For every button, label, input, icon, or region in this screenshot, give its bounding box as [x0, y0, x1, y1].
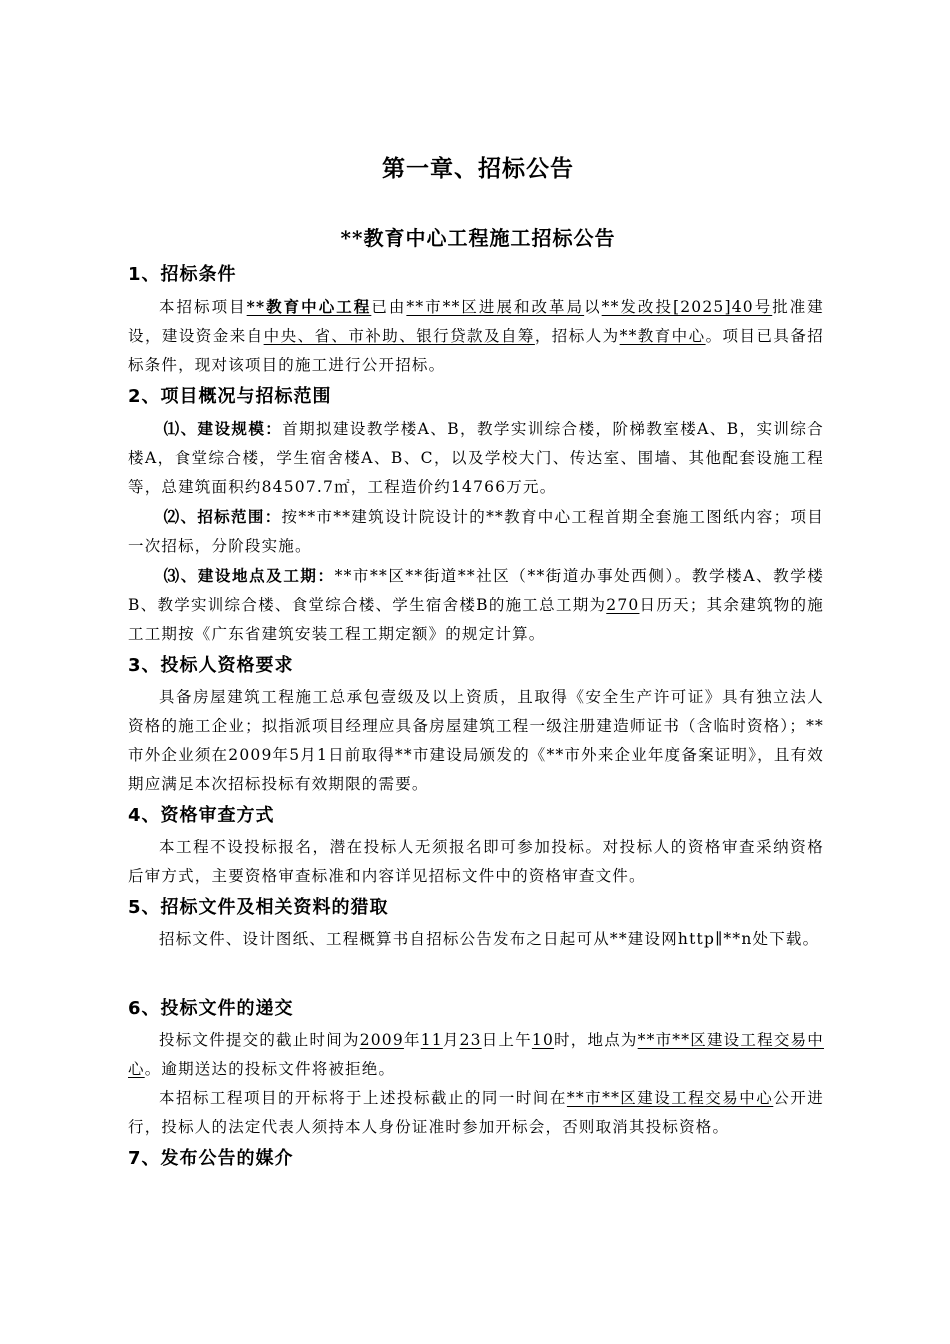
deadline-paragraph	[128, 1026, 824, 1084]
text-run: 本招标工程项目的开标将于上述投标截止的同一时间在	[159, 1089, 567, 1107]
text-run: 批准建设，建设资金来自	[128, 298, 824, 345]
section-4-heading: 4、资格审查方式	[128, 805, 275, 826]
tenderer: **教育中心	[619, 327, 706, 345]
text-run: 。项目已具备招标条件，现对该项目的施工进行公开招标。	[128, 327, 825, 374]
text-run: 日上午	[481, 1031, 532, 1049]
deadline-day: 23	[459, 1031, 482, 1049]
project-name: **教育中心工程	[246, 297, 372, 316]
section-5-heading: 5、招标文件及相关资料的猎取	[128, 897, 389, 918]
text-run: 公开进行，投标人的法定代表人须持本人身份证准时参加开标会，否则取消其投标资格。	[128, 1089, 824, 1136]
section-7-heading: 7、发布公告的媒介	[128, 1148, 294, 1169]
section-3-paragraph: 具备房屋建筑工程施工总承包壹级及以上资质，且取得《安全生产许可证》具有独立法人资格的施工企业；拟指派项目经理应具备房屋建筑工程一级注册建造师证书（含临时资格）；**市外企业须在2009年5月1日前取得**市建设局颁发的《**市外来企业年度备案证明》，且有效期应满足本次招标投标有效期限的需要。	[128, 688, 824, 793]
approval-number: **发改投[2025]40号	[601, 298, 773, 316]
section-1-heading: 1、招标条件	[128, 264, 237, 285]
text-run: 本招标项目	[159, 298, 247, 316]
approver: **市**区进展和改革局	[406, 298, 585, 316]
text-run: 以	[584, 298, 602, 316]
text-run: 月	[442, 1031, 460, 1049]
text-run: 年	[403, 1031, 421, 1049]
submission-place: **市**区建设工程交易中心	[128, 1031, 824, 1078]
section-5-paragraph: 招标文件、设计图纸、工程概算书自招标公告发布之日起可从**建设网http∥**n处下载。	[159, 930, 820, 948]
site-duration-paragraph	[128, 561, 824, 649]
chapter-title: 第一章、招标公告	[382, 155, 574, 182]
duration-days: 270	[606, 596, 640, 614]
fund-source: 中央、省、市补助、银行贷款及自筹	[263, 327, 535, 345]
text-run: 已由	[371, 298, 407, 316]
construction-scale-text: 首期拟建设教学楼A、B，教学实训综合楼，阶梯教室楼A、B，实训综合楼A，食堂综合楼，学生宿舍楼A、B、C，以及学校大门、传达室、围墙、其他配套设施工程等，总建筑面积约84507.7㎡，工程造价约14766万元。	[128, 420, 824, 496]
tender-scope-paragraph	[128, 502, 824, 561]
document-title: **教育中心工程施工招标公告	[340, 226, 616, 250]
construction-scale-label: ⑴、建设规模：	[163, 419, 283, 438]
bid-opening-paragraph	[128, 1084, 824, 1142]
construction-scale-paragraph	[128, 414, 824, 502]
text-run: 日历天；其余建筑物的施工工期按《广东省建筑安装工程工期定额》的规定计算。	[128, 596, 824, 643]
section-1-paragraph	[128, 292, 824, 380]
text-run: 时，地点为	[554, 1031, 638, 1049]
section-6-heading: 6、投标文件的递交	[128, 998, 294, 1019]
site-duration-label: ⑶、建设地点及工期：	[163, 566, 335, 585]
text-run: ，招标人为	[534, 327, 620, 345]
spacer	[128, 954, 824, 992]
section-4-paragraph: 本工程不设投标报名，潜在投标人无须报名即可参加投标。对投标人的资格审查采纳资格后审方式，主要资格审查标准和内容详见招标文件中的资格审查文件。	[128, 838, 824, 885]
text-run: 投标文件提交的截止时间为	[159, 1031, 360, 1049]
deadline-hour: 10	[531, 1031, 555, 1049]
opening-place: **市**区建设工程交易中心	[566, 1089, 774, 1107]
text-run: **市**区**街道**社区（**街道办事处西侧）。教学楼A、教学楼B、教学实训综合楼、食堂综合楼、学生宿舍楼B的施工总工期为	[128, 567, 824, 614]
document-body	[128, 258, 824, 1176]
deadline-year: 2009	[359, 1031, 404, 1049]
section-2-heading: 2、项目概况与招标范围	[128, 386, 332, 407]
section-3-heading: 3、投标人资格要求	[128, 655, 294, 676]
text-run: 。逾期送达的投标文件将被拒绝。	[144, 1060, 396, 1078]
tender-scope-text: 按**市**建筑设计院设计的**教育中心工程首期全套施工图纸内容；项目一次招标，分阶段实施。	[128, 508, 824, 555]
deadline-month: 11	[420, 1031, 443, 1049]
tender-scope-label: ⑵、招标范围：	[163, 507, 282, 526]
